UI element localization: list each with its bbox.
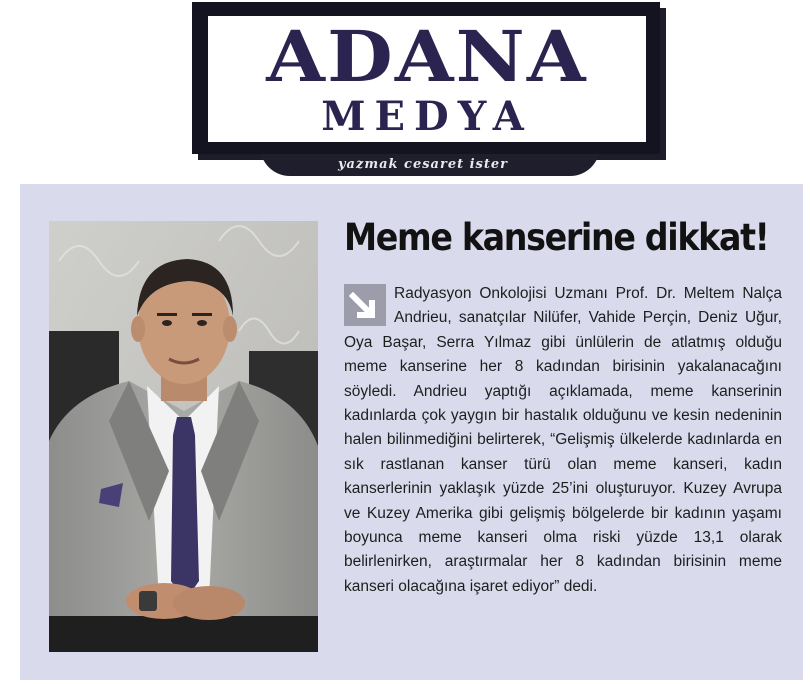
logo-title-adana: ADANA [266,15,588,98]
article-headline: Meme kanserine dikkat! [344,216,769,259]
article-photo [49,221,318,652]
masthead-logo [190,0,670,175]
logo-plate [192,2,660,154]
article-body [344,282,782,599]
logo-inner [208,16,646,142]
article-body-text: Radyasyon Onkolojisi Uzmanı Prof. Dr. Meltem Nalça Andrieu, sanatçılar Nilüfer, Vahide Perçin, Deniz Uğur, Oya Başar, Serra Yılmaz gibi ünlülerin de atlatmış olduğu meme kanserine her 8 kadından birisinin yakalanacağını söyledi. Andrieu yaptığı açıklamada, meme kanserinin kadınlarda çok yaygın bir hastalık olduğunu ve kesin nedeninin halen bilinmediğini belirterek, “Gelişmiş ülkelerde kadınlarda en sık rastlanan kanser türü olan meme kanseri, kadın kanserlerinin yaklaşık yüzde 25’ini oluşturuyor. Kuzey Avrupa ve Kuzey Amerika gibi gelişmiş bölgelerde bir kadının yaşamı boyunca meme kanseri olma riski yüzde 13,1 olarak belirlenirken, araştırmalar her 8 kadından birisinin meme kanseri olacağına işaret ediyor” dedi. [344,285,782,595]
arrow-down-right-icon [344,284,386,326]
portrait-illustration [49,221,318,652]
logo-slogan: yazmak cesaret ister [337,157,509,172]
article-panel [20,184,803,680]
logo-title-medya: MEDYA [321,93,533,140]
